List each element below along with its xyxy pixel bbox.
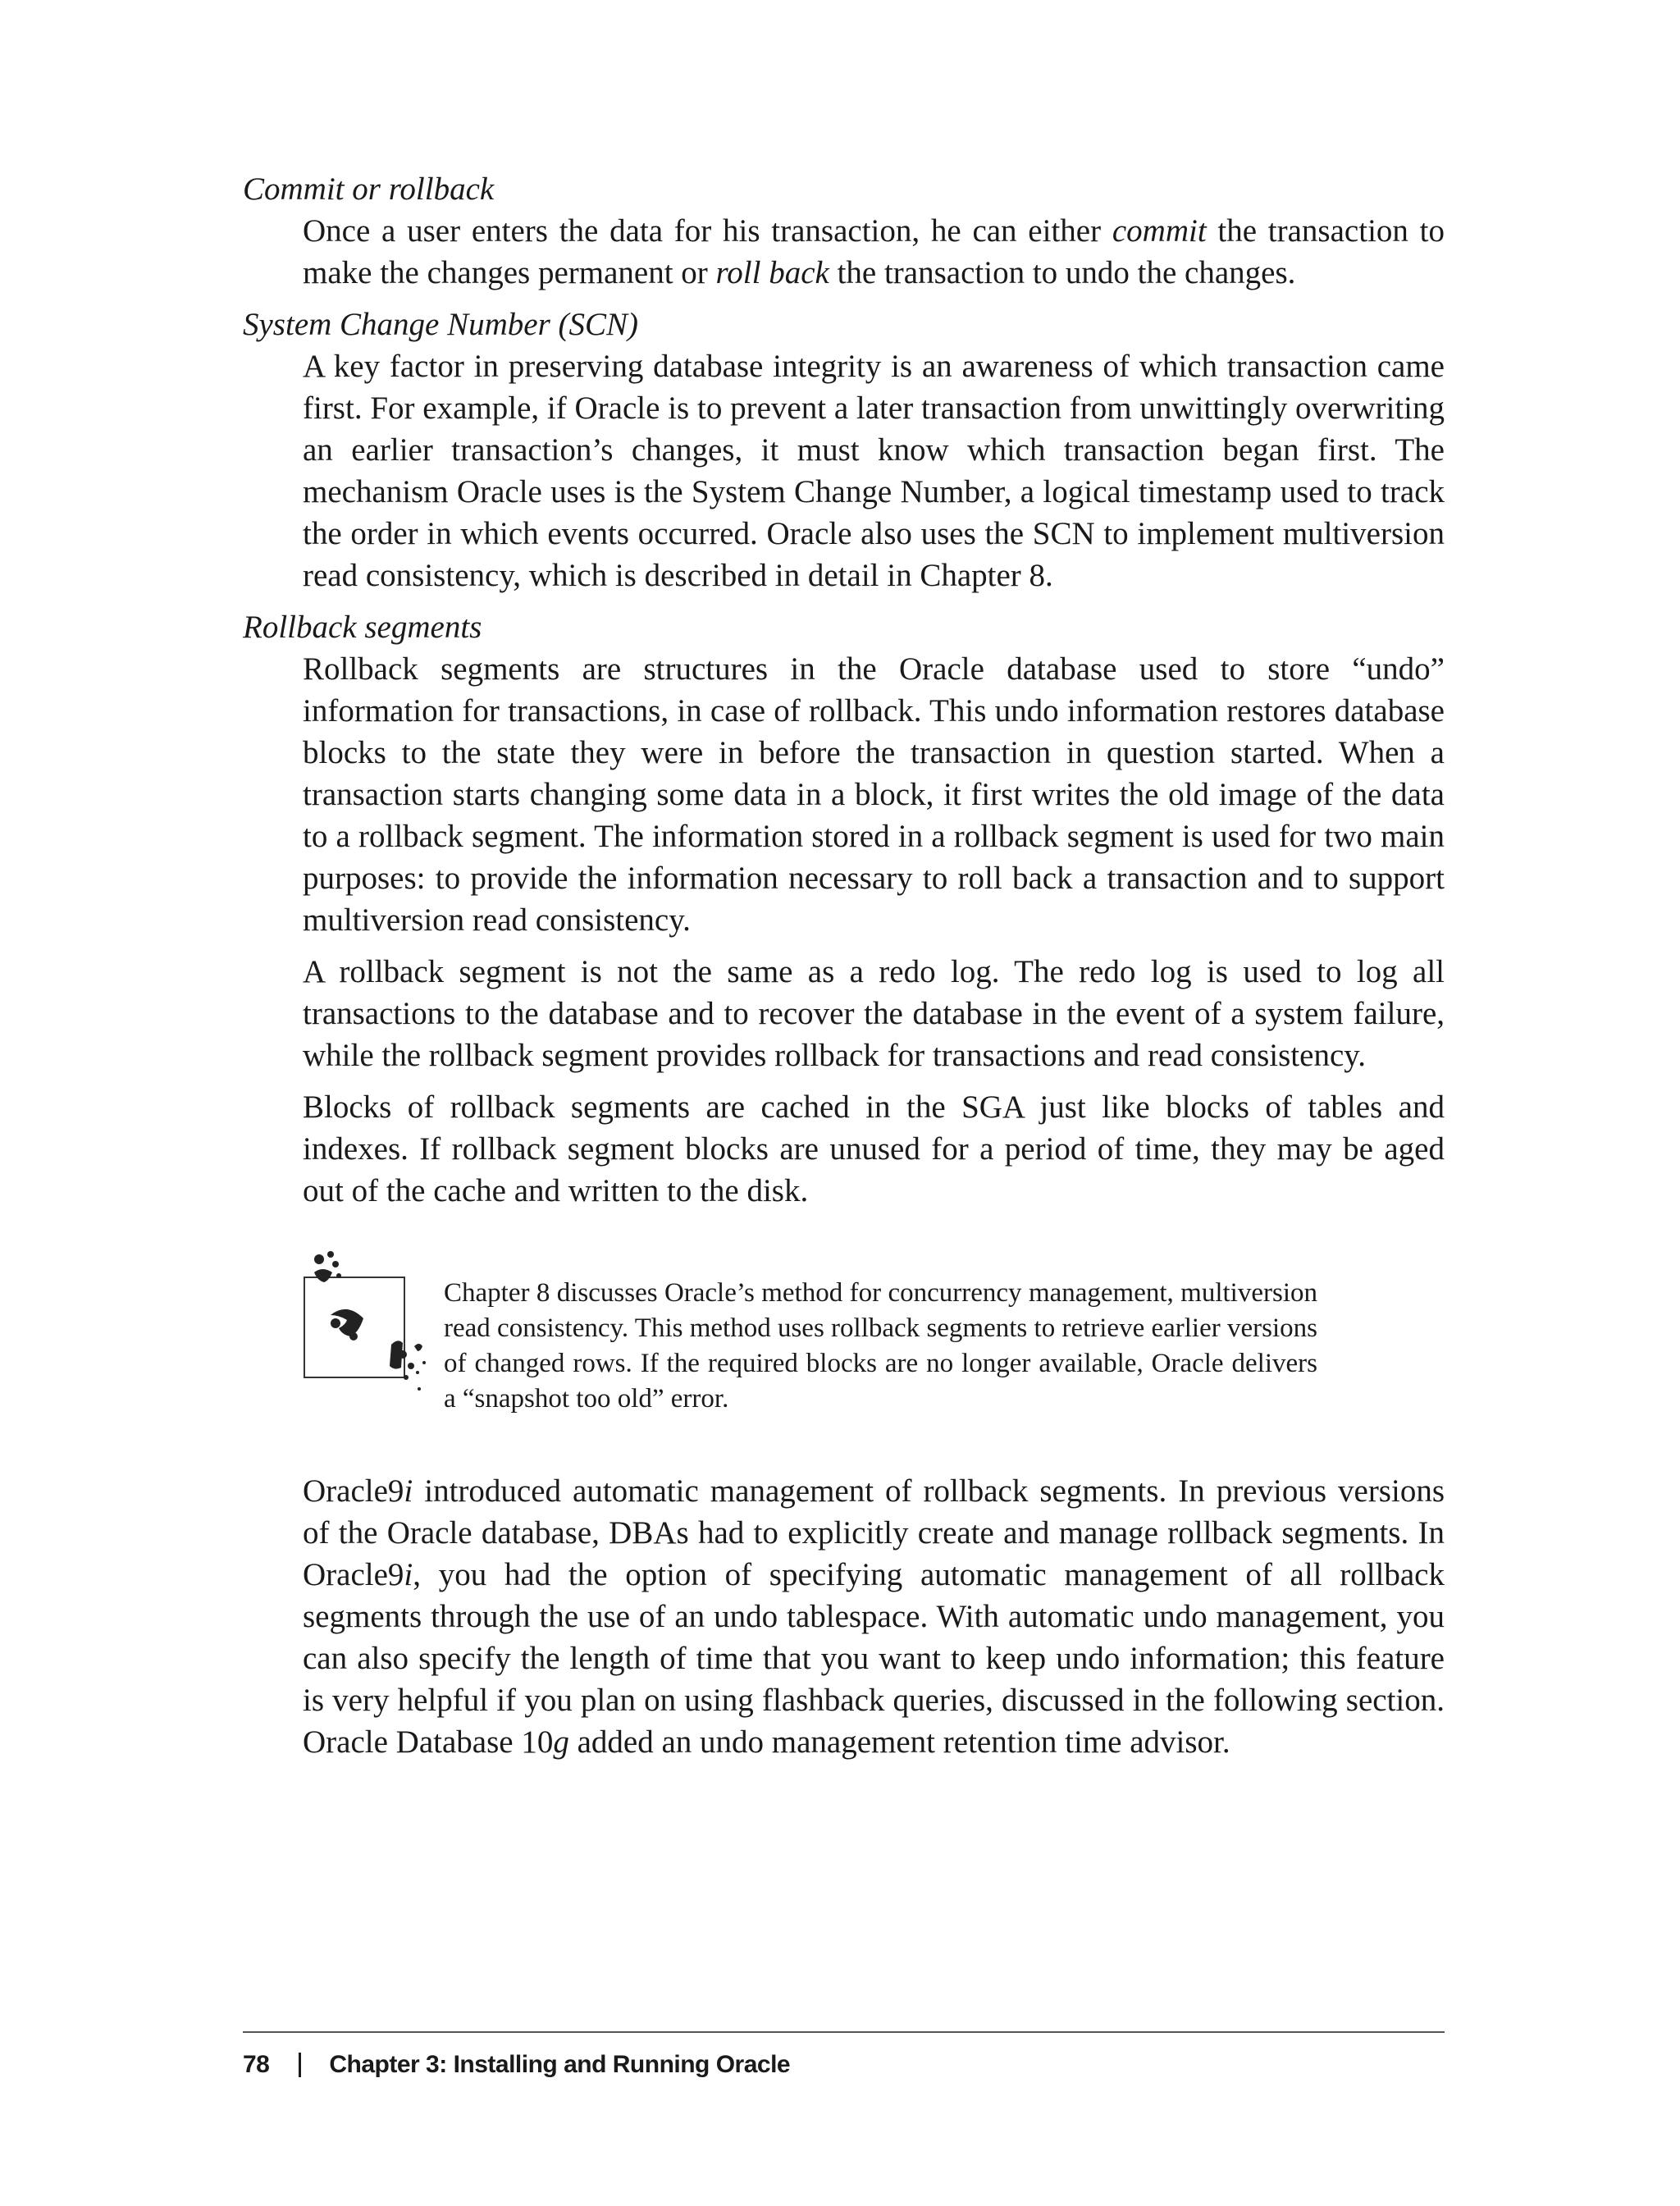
owl-icon [303, 1248, 426, 1428]
closing-paragraph: Oracle9i introduced automatic management of rollback segments. In previous versions of the Oracle database, DBAs had to explicitly create and manage rollback segments. In Oracle9i, you had the option of specifying automatic management of all rollback segments through the use of an undo tablespace. With automatic undo management, you can also specify the length of time that you want to keep undo information; this feature is very helpful if you plan on using flashback queries, discussed in the following section. Oracle Database 10g added an undo management retention time advisor. [303, 1473, 1445, 1760]
definition-term: Commit or rollback [243, 171, 495, 207]
footer-separator [299, 2053, 301, 2077]
chapter-title: Chapter 3: Installing and Running Oracle [329, 2051, 791, 2078]
page-body [243, 168, 1445, 1773]
emphasis: i [404, 1473, 413, 1509]
definition-entry [243, 606, 1445, 1212]
paragraph: Rollback segments are structures in the Oracle database used to store “undo” information for transactions, in case of rollback. This undo information restores database blocks to the state they were in before the transaction in question started. When a transaction starts changing some data in a block, it first writes the old image of the data to a rollback segment. The information stored in a rollback segment is used for two main purposes: to provide the information necessary to roll back a transaction and to support multiversion read consistency. [303, 651, 1445, 938]
emphasis: g [553, 1724, 569, 1760]
paragraph: A rollback segment is not the same as a redo log. The redo log is used to log all transactions to the database and to recover the database in the event of a system failure, while the rollback segment provides rollback for transactions and read consistency. [303, 954, 1445, 1073]
paragraph: A key factor in preserving database integrity is an awareness of which transaction came first. For example, if Oracle is to prevent a later transaction from unwittingly overwriting an earlier transaction’s changes, it must know which transaction began first. The mechanism Oracle uses is the System Change Number, a logical timestamp used to track the order in which events occurred. Oracle also uses the SCN to implement multiversion read consistency, which is described in detail in Chapter 8. [303, 349, 1445, 593]
definition-body [303, 648, 1445, 1212]
definition-term: System Change Number (SCN) [243, 307, 639, 342]
page-number: 78 [243, 2051, 270, 2078]
definition-term: Rollback segments [243, 610, 482, 645]
definition-entry [243, 168, 1445, 294]
emphasis: commit [1112, 213, 1207, 249]
definition-list [243, 168, 1445, 1212]
paragraph: Once a user enters the data for his transaction, he can either commit the transaction to make the changes permanent or roll back the transaction to undo the changes. [303, 213, 1445, 290]
definition-body [303, 345, 1445, 596]
note-box [303, 1248, 1445, 1424]
note-text: Chapter 8 discusses Oracle’s method for concurrency management, multiversion read consistency. This method uses rollback segments to retrieve earlier versions of changed rows. If the required blocks are no longer available, Oracle delivers a “snapshot too old” error. [444, 1278, 1317, 1414]
definition-entry [243, 304, 1445, 596]
page-footer [243, 2031, 1445, 2079]
paragraph: Blocks of rollback segments are cached in the SGA just like blocks of tables and indexes. If rollback segment blocks are unused for a period of time, they may be aged out of the cache and written to the disk. [303, 1089, 1445, 1208]
definition-body [303, 210, 1445, 294]
emphasis: i [404, 1557, 413, 1592]
emphasis: roll back [715, 255, 829, 290]
